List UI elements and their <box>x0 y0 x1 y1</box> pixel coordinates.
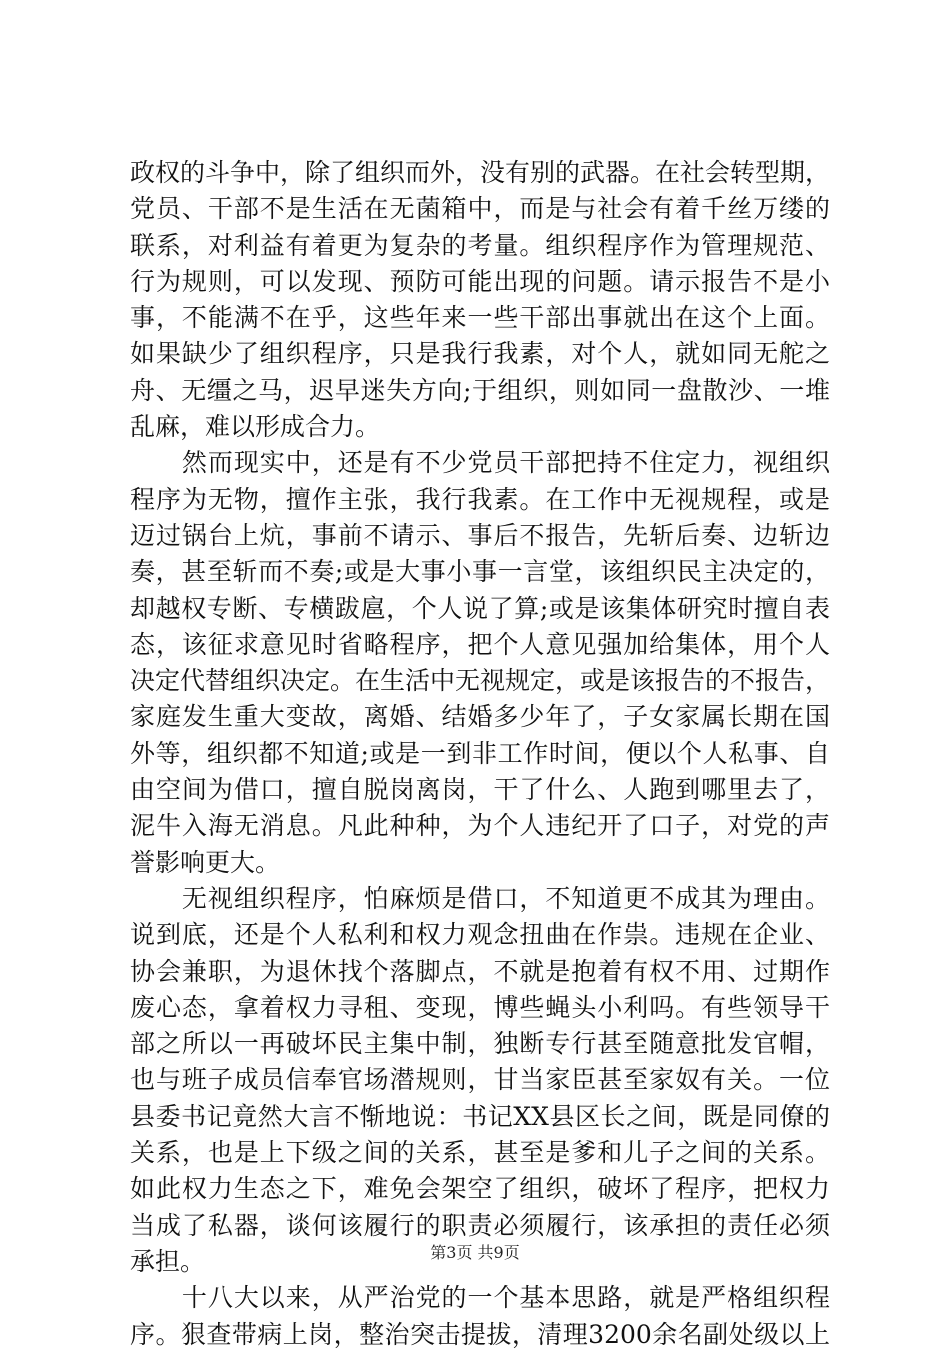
text-line: 废心态，拿着权力寻租、变现，博些蝇头小利吗。有些领导干 <box>130 992 830 1022</box>
text-line: 关系，也是上下级之间的关系，甚至是爹和儿子之间的关系。 <box>130 1138 830 1168</box>
text-line: 事，不能满不在乎，这些年来一些干部出事就出在这个上面。 <box>130 303 830 333</box>
text-line: 也与班子成员信奉官场潜规则，甘当家臣甚至家奴有关。一位 <box>130 1065 830 1095</box>
paragraph-4 <box>130 1280 830 1353</box>
text-line: 如果缺少了组织程序，只是我行我素，对个人，就如同无舵之 <box>130 339 830 369</box>
text-line: 序。狠查带病上岗，整治突击提拔，清理3200余名副处级以上 <box>130 1319 830 1349</box>
document-body <box>130 155 830 1353</box>
paragraph-1 <box>130 155 830 445</box>
text-line: 无视组织程序，怕麻烦是借口，不知道更不成其为理由。 <box>130 883 830 913</box>
text-line: 泥牛入海无消息。凡此种种，为个人违纪开了口子，对党的声 <box>130 811 830 841</box>
text-line: 当成了私器，谈何该履行的职责必须履行，该承担的责任必须 <box>130 1210 830 1240</box>
text-line: 舟、无缰之马，迟早迷失方向;于组织，则如同一盘散沙、一堆 <box>130 375 830 405</box>
text-line: 家庭发生重大变故，离婚、结婚多少年了，子女家属长期在国 <box>130 702 830 732</box>
text-line: 程序为无物，擅作主张，我行我素。在工作中无视规程，或是 <box>130 484 830 514</box>
text-line: 党员、干部不是生活在无菌箱中，而是与社会有着千丝万缕的 <box>130 194 830 224</box>
text-line: 由空间为借口，擅自脱岗离岗，干了什么、人跑到哪里去了， <box>130 775 830 805</box>
text-line: 迈过锅台上炕，事前不请示、事后不报告，先斩后奏、边斩边 <box>130 520 830 550</box>
text-line: 承担。 <box>130 1246 206 1276</box>
text-line: 行为规则，可以发现、预防可能出现的问题。请示报告不是小 <box>130 266 830 296</box>
text-line: 如此权力生态之下，难免会架空了组织，破坏了程序，把权力 <box>130 1174 830 1204</box>
text-line: 态，该征求意见时省略程序，把个人意见强加给集体，用个人 <box>130 629 830 659</box>
text-line: 部之所以一再破坏民主集中制，独断专行甚至随意批发官帽， <box>130 1029 830 1059</box>
text-line: 奏，甚至斩而不奏;或是大事小事一言堂，该组织民主决定的， <box>130 557 830 587</box>
paragraph-3 <box>130 881 830 1280</box>
text-line: 乱麻，难以形成合力。 <box>130 412 381 442</box>
text-line: 联系，对利益有着更为复杂的考量。组织程序作为管理规范、 <box>130 230 830 260</box>
paragraph-2 <box>130 445 830 881</box>
text-line: 然而现实中，还是有不少党员干部把持不住定力，视组织 <box>130 448 830 478</box>
text-line: 誉影响更大。 <box>130 847 281 877</box>
text-line: 县委书记竟然大言不惭地说：书记XX县区长之间，既是同僚的 <box>130 1101 830 1131</box>
page-footer <box>0 1243 950 1263</box>
text-line: 决定代替组织决定。在生活中无视规定，或是该报告的不报告， <box>130 666 831 696</box>
text-line: 十八大以来，从严治党的一个基本思路，就是严格组织程 <box>130 1283 830 1313</box>
text-line: 说到底，还是个人私利和权力观念扭曲在作祟。违规在企业、 <box>130 920 830 950</box>
text-line: 外等，组织都不知道;或是一到非工作时间，便以个人私事、自 <box>130 738 830 768</box>
text-line: 却越权专断、专横跋扈，个人说了算;或是该集体研究时擅自表 <box>130 593 830 623</box>
page-number: 第3页 共9页 <box>430 1243 520 1262</box>
text-line: 协会兼职，为退休找个落脚点，不就是抱着有权不用、过期作 <box>130 956 830 986</box>
text-line: 政权的斗争中，除了组织而外，没有别的武器。在社会转型期， <box>130 158 831 187</box>
